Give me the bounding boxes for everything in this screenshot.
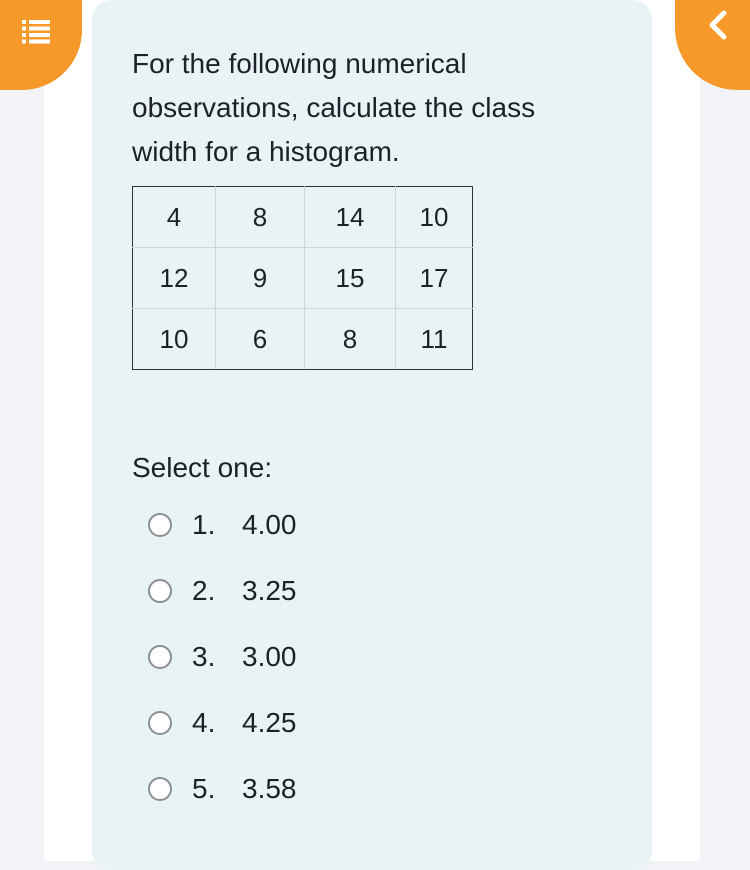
table-cell: 8 xyxy=(216,187,305,248)
option-number: 4. xyxy=(192,707,216,738)
select-one-label: Select one: xyxy=(132,452,273,483)
table-cell: 12 xyxy=(133,248,216,309)
table-cell: 9 xyxy=(216,248,305,309)
option-number: 1. xyxy=(192,509,216,540)
radio-button[interactable] xyxy=(148,711,172,735)
question-text xyxy=(132,42,602,174)
radio-button[interactable] xyxy=(148,777,172,801)
option-value: 3.25 xyxy=(242,575,297,606)
option-value: 3.58 xyxy=(242,773,297,804)
option-number: 3. xyxy=(192,641,216,672)
question-line: For the following numerical xyxy=(132,48,467,79)
chevron-left-icon xyxy=(707,10,729,45)
table-row xyxy=(133,248,473,309)
option-value: 4.25 xyxy=(242,707,297,738)
answer-option-3[interactable] xyxy=(148,637,297,677)
option-number: 2. xyxy=(192,575,216,606)
option-value: 3.00 xyxy=(242,641,297,672)
option-value: 4.00 xyxy=(242,509,297,540)
table-cell: 8 xyxy=(305,309,396,370)
table-cell: 4 xyxy=(133,187,216,248)
table-cell: 10 xyxy=(396,187,473,248)
table-cell: 17 xyxy=(396,248,473,309)
table-cell: 11 xyxy=(396,309,473,370)
table-cell: 6 xyxy=(216,309,305,370)
table-row xyxy=(133,187,473,248)
answer-option-5[interactable] xyxy=(148,769,297,809)
observations-table xyxy=(132,186,473,370)
question-line: width for a histogram. xyxy=(132,136,400,167)
table-cell: 14 xyxy=(305,187,396,248)
radio-button[interactable] xyxy=(148,513,172,537)
radio-button[interactable] xyxy=(148,645,172,669)
answer-option-4[interactable] xyxy=(148,703,297,743)
question-line: observations, calculate the class xyxy=(132,92,536,123)
table-row xyxy=(133,309,473,370)
table-cell: 15 xyxy=(305,248,396,309)
list-icon xyxy=(22,20,50,49)
answer-option-2[interactable] xyxy=(148,571,297,611)
table-cell: 10 xyxy=(133,309,216,370)
radio-button[interactable] xyxy=(148,579,172,603)
answer-option-1[interactable] xyxy=(148,505,297,545)
option-number: 5. xyxy=(192,773,216,804)
